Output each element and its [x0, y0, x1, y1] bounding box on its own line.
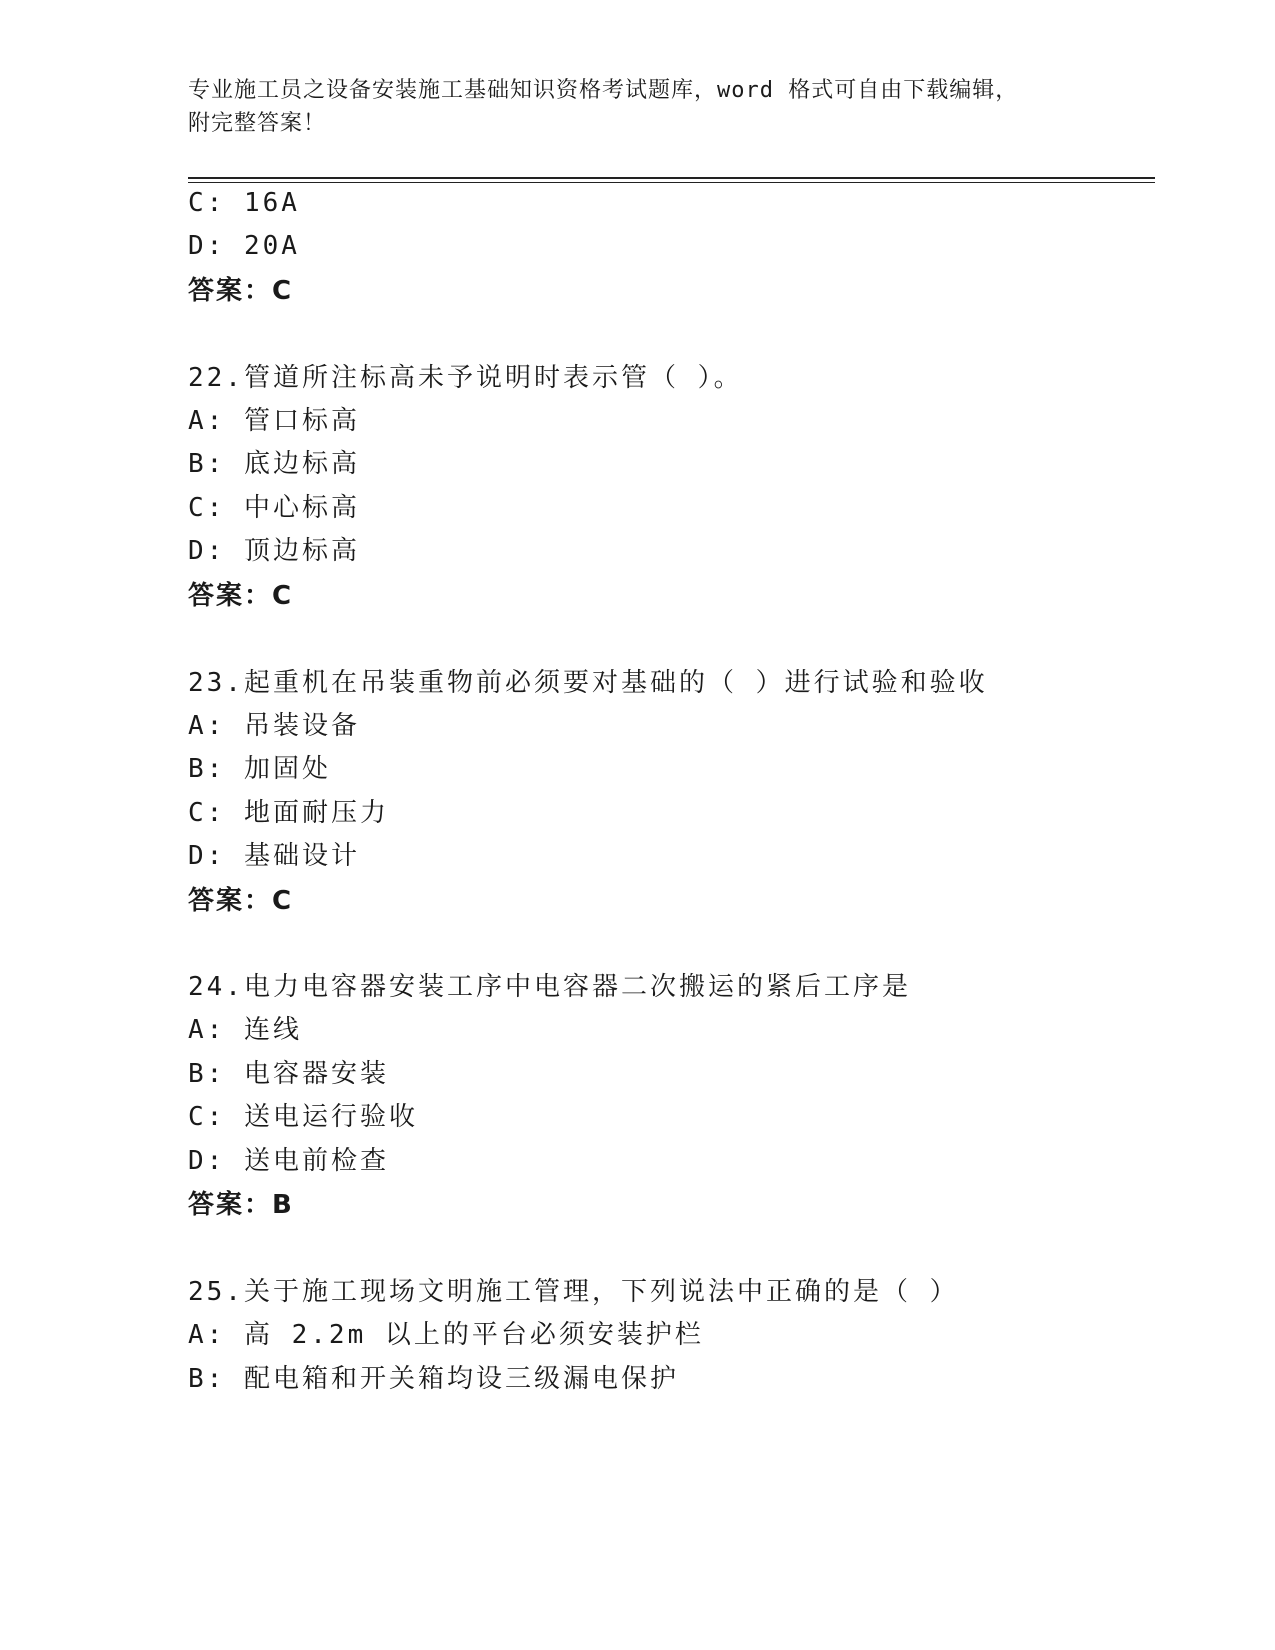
option-a: A: 吊装设备 [188, 711, 360, 741]
option-d: D: 顶边标高 [188, 536, 360, 566]
answer-line: 答案：C [188, 276, 294, 306]
answer-line: 答案：B [188, 1190, 294, 1220]
option-b: B: 加固处 [188, 754, 331, 784]
header-rule-thin [188, 182, 1155, 183]
header-line-2: 附完整答案！ [188, 111, 327, 136]
option-d: D: 20A [188, 231, 300, 261]
option-c: C: 中心标高 [188, 493, 360, 523]
option-b: B: 底边标高 [188, 449, 360, 479]
option-a: A: 高 2.2m 以上的平台必须安装护栏 [188, 1320, 704, 1350]
option-c: C: 送电运行验收 [188, 1102, 418, 1132]
option-b: B: 电容器安装 [188, 1059, 389, 1089]
answer-line: 答案：C [188, 886, 294, 916]
option-a: A: 管口标高 [188, 406, 360, 436]
question-stem: 25.关于施工现场文明施工管理，下列说法中正确的是（ ） [188, 1277, 959, 1307]
option-b: B: 配电箱和开关箱均设三级漏电保护 [188, 1364, 679, 1394]
answer-line: 答案：C [188, 581, 294, 611]
option-a: A: 连线 [188, 1015, 302, 1045]
header-line-1: 专业施工员之设备安装施工基础知识资格考试题库，word 格式可自由下载编辑， [188, 78, 1019, 103]
option-d: D: 送电前检查 [188, 1146, 389, 1176]
option-d: D: 基础设计 [188, 841, 360, 871]
document-header [188, 74, 1108, 140]
question-stem: 24.电力电容器安装工序中电容器二次搬运的紧后工序是 [188, 972, 911, 1002]
question-stem: 22.管道所注标高未予说明时表示管（ ）。 [188, 363, 743, 393]
option-c: C: 地面耐压力 [188, 798, 389, 828]
option-c: C: 16A [188, 188, 300, 218]
question-stem: 23.起重机在吊装重物前必须要对基础的（ ）进行试验和验收 [188, 668, 988, 698]
header-rule-thick [188, 177, 1155, 179]
